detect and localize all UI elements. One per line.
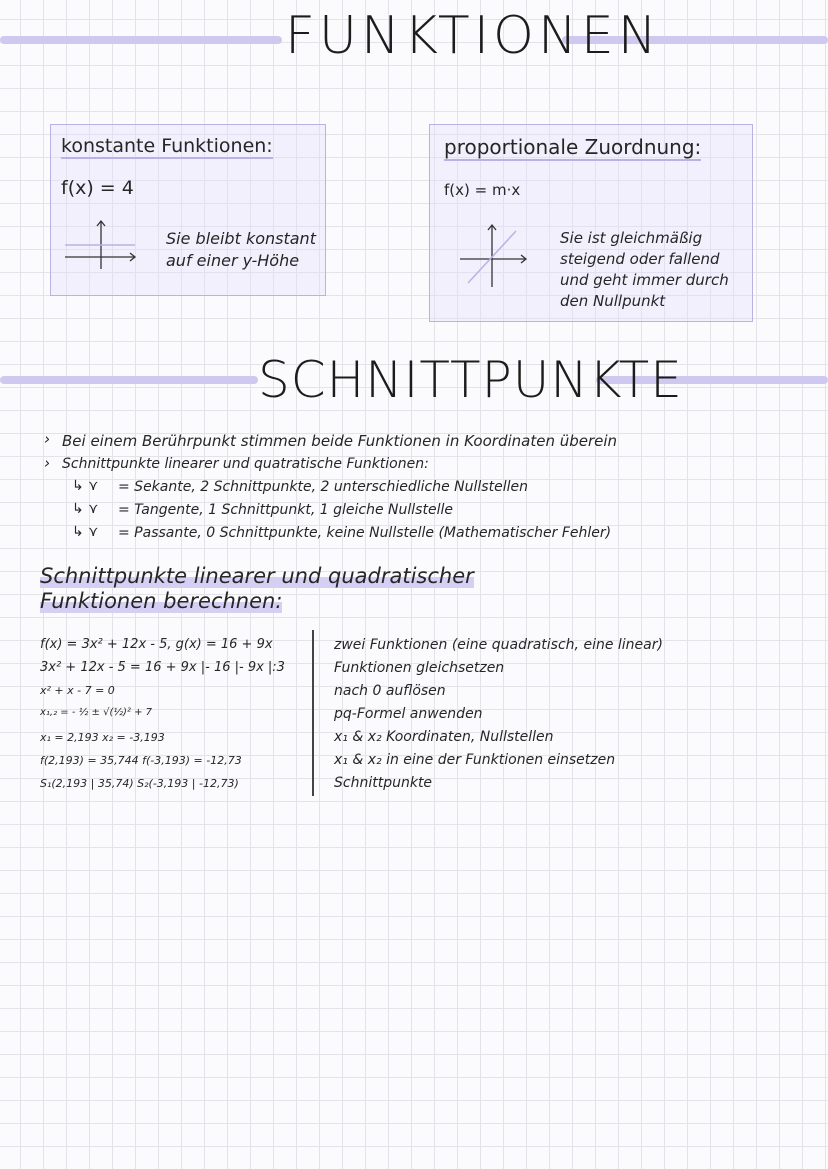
subheading-line-2	[40, 589, 282, 613]
section-title-schnittpunkte: SCHNITTPUNKTE	[258, 351, 683, 409]
bullet-schnittpunkte: Schnittpunkte linearer und quatratische Funktionen:	[62, 456, 429, 472]
sub-arrow-3: ↳ ⋎	[72, 524, 99, 540]
bullet-arrow-1: ›	[44, 430, 50, 448]
step-insert: x₁ & x₂ in eine der Funktionen einsetzen	[334, 752, 616, 768]
box-constant-desc-2: auf einer y-Höhe	[166, 251, 300, 270]
calc-line-points: S₁(2,193 | 35,74) S₂(-3,193 | -12,73)	[40, 777, 239, 790]
step-two-functions: zwei Funktionen (eine quadratisch, eine linear)	[334, 637, 663, 653]
sub-arrow-2: ↳ ⋎	[72, 501, 99, 517]
subheading-line-1	[40, 564, 474, 588]
section-title-funktionen: FUNKTIONEN	[285, 6, 661, 66]
calc-line-functions: f(x) = 3x² + 12x - 5, g(x) = 16 + 9x	[40, 637, 273, 652]
subheading-text-2: Funktionen berechnen:	[40, 589, 283, 613]
calc-line-evaluate: f(2,193) = 35,744 f(-3,193) = -12,73	[40, 754, 242, 767]
calc-line-solutions: x₁ = 2,193 x₂ = -3,193	[40, 731, 165, 744]
bullet-beruehrpunkt: Bei einem Berührpunkt stimmen beide Funktionen in Koordinaten überein	[62, 432, 618, 450]
box-constant-function	[50, 124, 326, 296]
step-equate: Funktionen gleichsetzen	[334, 660, 505, 676]
sub-item-tangente: = Tangente, 1 Schnittpunkt, 1 gleiche Nullstelle	[118, 502, 453, 518]
step-coordinates: x₁ & x₂ Koordinaten, Nullstellen	[334, 729, 554, 745]
calc-line-pq-formula: x₁,₂ = - ½ ± √(½)² + 7	[40, 707, 153, 718]
subheading-text-1: Schnittpunkte linearer und quadratischer	[40, 564, 474, 588]
proportional-graph-sketch	[458, 221, 530, 291]
box-proportional-desc-1: Sie ist gleichmäßig	[560, 229, 703, 247]
box-proportional-desc-2: steigend oder fallend	[560, 250, 720, 268]
title-band-left-2	[0, 376, 258, 384]
step-solve-zero: nach 0 auflösen	[334, 683, 446, 699]
box-proportional-heading: proportionale Zuordnung:	[444, 135, 702, 159]
sub-item-sekante: = Sekante, 2 Schnittpunkte, 2 unterschiedliche Nullstellen	[118, 479, 528, 495]
box-constant-formula: f(x) = 4	[61, 177, 134, 199]
box-proportional-desc-4: den Nullpunkt	[560, 292, 666, 310]
bullet-arrow-2: ›	[44, 454, 50, 472]
sub-item-passante: = Passante, 0 Schnittpunkte, keine Nullstelle (Mathematischer Fehler)	[118, 525, 612, 541]
box-constant-desc-1: Sie bleibt konstant	[166, 229, 316, 248]
box-constant-heading: konstante Funktionen:	[61, 135, 273, 157]
step-pq-formula: pq-Formel anwenden	[334, 706, 483, 722]
box-proportional	[429, 124, 753, 322]
title-band-left	[0, 36, 282, 44]
constant-graph-sketch	[63, 217, 139, 273]
calc-line-equate: 3x² + 12x - 5 = 16 + 9x |- 16 |- 9x |:3	[40, 660, 285, 675]
box-proportional-formula: f(x) = m·x	[444, 181, 521, 199]
step-intersections: Schnittpunkte	[334, 775, 433, 791]
sub-arrow-1: ↳ ⋎	[72, 478, 99, 494]
column-divider	[312, 630, 314, 796]
calc-line-normal-form: x² + x - 7 = 0	[40, 684, 115, 697]
box-proportional-desc-3: und geht immer durch	[560, 271, 729, 289]
